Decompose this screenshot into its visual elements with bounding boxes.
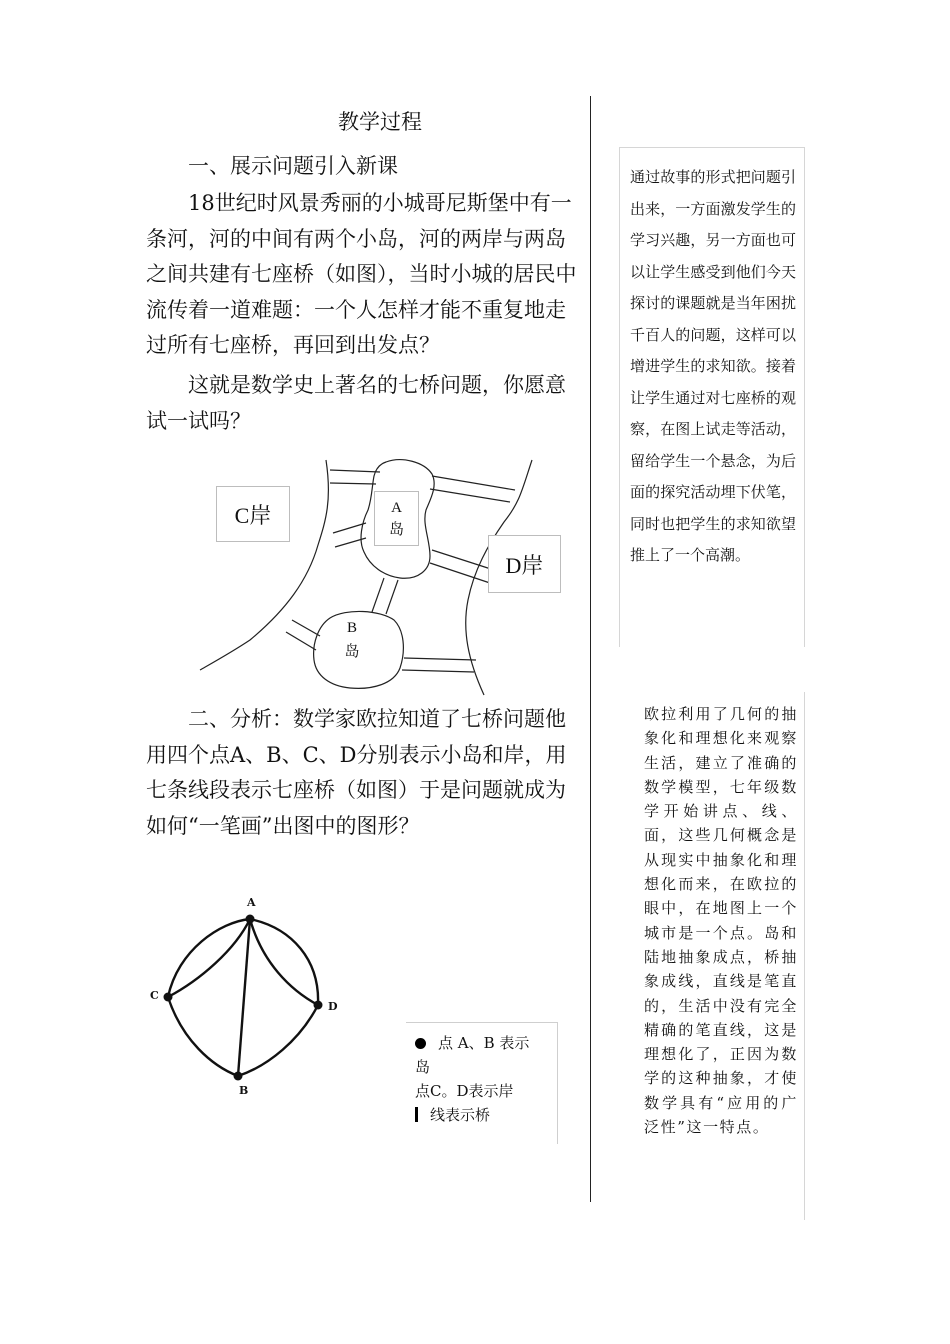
euler-graph [140, 890, 360, 1105]
graph-label-b: B [239, 1084, 249, 1097]
island-a-label [374, 491, 419, 546]
legend-line3: 点C。D表示岸 [415, 1082, 514, 1100]
vertex-b [234, 1072, 243, 1081]
c-shore-label: C岸 [216, 486, 290, 542]
side-note-1: 通过故事的形式把问题引出来，一方面激发学生的学习兴趣，另一方面也可以让学生感受到他们今天探讨的课题就是当年困扰千百人的问题，这样可以增进学生的求知欲。接着让学生通过对七座桥的观察，在图上试走等活动，留给学生一个悬念，为后面的探究活动埋下伏笔，同时也把学生的求知欲望推上了一个高潮。 [619, 147, 805, 647]
graph-label-c: C [150, 989, 159, 1002]
seven-bridges-map [196, 455, 544, 700]
bar-icon [415, 1107, 418, 1122]
analysis-paragraph: 二、分析：数学家欧拉知道了七桥问题他用四个点A、B、C、D分别表示小岛和岸，用七条线段表示七座桥（如图）于是问题就成为如何“一笔画”出图中的图形？ [146, 707, 567, 838]
island-a-letter: A [391, 499, 402, 516]
legend-row-points-ab [415, 1031, 557, 1055]
section1-heading: 一、展示问题引入新课 [188, 154, 398, 178]
vertex-a [246, 915, 255, 924]
legend-line1: 点 A、B 表示 [438, 1034, 530, 1052]
graph-label-a: A [247, 896, 256, 909]
column-divider [590, 96, 591, 1202]
edge-ab [238, 919, 250, 1076]
graph-legend [406, 1022, 558, 1144]
page-title: 教学过程 [338, 110, 422, 134]
legend-line4: 线表示桥 [430, 1106, 491, 1124]
side-note-2: 欧拉利用了几何的抽象化和理想化来观察生活，建立了准确的数学模型，七年级数学开始讲点、线、面，这些几何概念是从现实中抽象化和理想化而来，在欧拉的眼中，在地图上一个城市是一个点。岛和陆地抽象成点，桥抽象成线，直线是笔直的，生活中没有完全精确的笔直线，这是理想化了，正因为数学的这种抽象，才使数学具有“应用的广泛性”这一特点。 [632, 692, 805, 1220]
island-b-word: 岛 [344, 644, 360, 660]
edge-ac-inner [168, 919, 250, 997]
d-shore-label: D岸 [488, 535, 561, 593]
challenge-paragraph: 这就是数学史上著名的七桥问题，你愿意试一试吗？ [146, 373, 566, 433]
vertex-c [164, 993, 173, 1002]
island-b-label [331, 613, 373, 667]
edge-db [238, 1005, 318, 1076]
edge-cb [168, 997, 238, 1076]
legend-row-lines [415, 1103, 557, 1127]
island-b-letter: B [346, 620, 357, 636]
vertex-d [314, 1001, 323, 1010]
graph-label-d: D [328, 1000, 338, 1013]
bullet-dot-icon [415, 1038, 426, 1049]
graph-drawing [140, 890, 360, 1105]
island-a-word: 岛 [388, 521, 404, 538]
edge-ac-outer [168, 919, 250, 997]
story-paragraph: 18世纪时风景秀丽的小城哥尼斯堡中有一条河，河的中间有两个小岛，河的两岸与两岛之间共建有七座桥（如图），当时小城的居民中流传着一道难题：一个人怎样才能不重复地走过所有七座桥，再回到出发点？ [146, 191, 577, 357]
legend-line2: 岛 [415, 1058, 431, 1076]
edge-ad-outer [250, 919, 318, 1005]
